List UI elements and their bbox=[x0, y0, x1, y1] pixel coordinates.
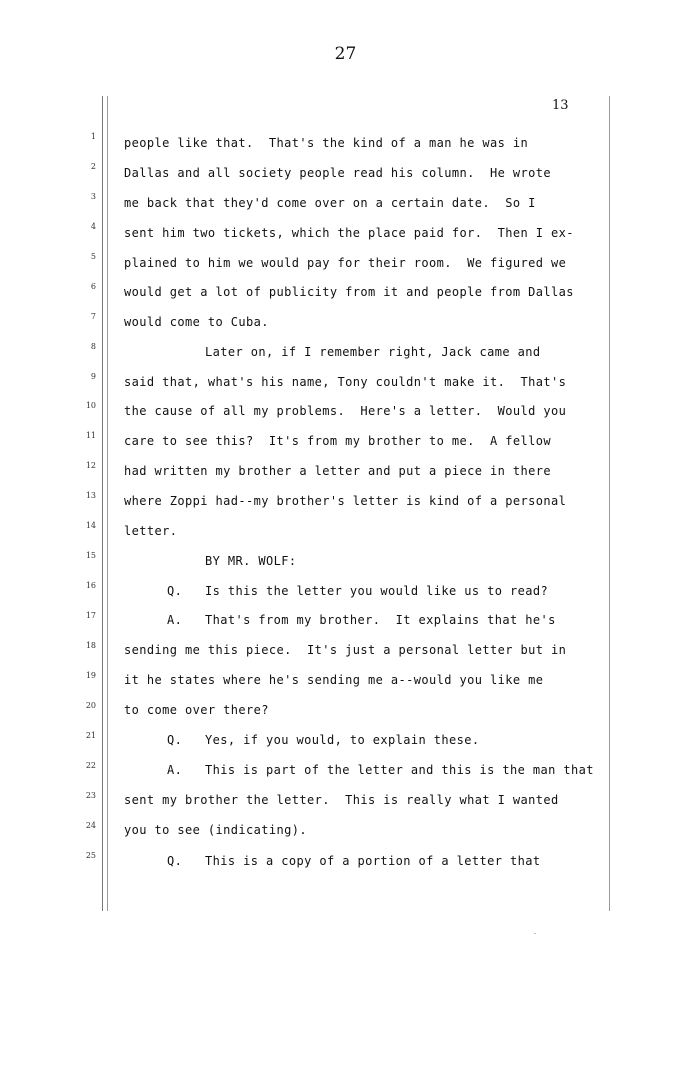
question-line bbox=[167, 733, 480, 747]
line-number: 8 bbox=[90, 342, 96, 351]
line-number: 20 bbox=[85, 701, 96, 710]
line-number: 2 bbox=[90, 162, 96, 171]
line-number: 17 bbox=[85, 611, 96, 620]
transcript-line: Later on, if I remember right, Jack came and bbox=[205, 345, 541, 359]
line-number: 3 bbox=[90, 192, 96, 201]
line-number: 6 bbox=[90, 282, 96, 291]
line-number: 16 bbox=[85, 581, 96, 590]
answer-line bbox=[167, 613, 556, 627]
left-margin-rule bbox=[102, 96, 108, 911]
transcript-line: said that, what's his name, Tony couldn't make it. That's bbox=[124, 375, 567, 389]
transcript-line: where Zoppi had--my brother's letter is kind of a personal bbox=[124, 494, 567, 508]
page-number: 27 bbox=[334, 44, 357, 64]
line-number: 10 bbox=[85, 401, 96, 410]
question-marker: Q. bbox=[167, 584, 183, 598]
question-line bbox=[167, 854, 540, 868]
transcript-line: to come over there? bbox=[124, 703, 269, 717]
right-margin-rule bbox=[609, 96, 610, 911]
transcript-line: letter. bbox=[124, 524, 178, 538]
line-number: 11 bbox=[85, 431, 96, 440]
line-number: 23 bbox=[85, 791, 96, 800]
question-text: Yes, if you would, to explain these. bbox=[205, 733, 480, 747]
question-line bbox=[167, 584, 548, 598]
transcript-line: me back that they'd come over on a certain date. So I bbox=[124, 196, 536, 210]
line-number: 22 bbox=[85, 761, 96, 770]
line-number: 1 bbox=[90, 132, 96, 141]
answer-marker: A. bbox=[167, 613, 183, 627]
answer-text: That's from my brother. It explains that he's bbox=[205, 613, 556, 627]
line-number: 5 bbox=[90, 252, 96, 261]
question-marker: Q. bbox=[167, 854, 183, 868]
question-text: Is this the letter you would like us to read? bbox=[205, 584, 549, 598]
transcript-line: the cause of all my problems. Here's a letter. Would you bbox=[124, 404, 567, 418]
answer-line bbox=[167, 763, 594, 777]
question-marker: Q. bbox=[167, 733, 183, 747]
transcript-line: had written my brother a letter and put a piece in there bbox=[124, 464, 551, 478]
line-number: 9 bbox=[90, 372, 96, 381]
line-number: 19 bbox=[85, 671, 96, 680]
transcript-line: plained to him we would pay for their room. We figured we bbox=[124, 256, 567, 270]
scan-speck bbox=[534, 933, 536, 934]
line-number: 24 bbox=[85, 821, 96, 830]
transcript-line: sent him two tickets, which the place paid for. Then I ex- bbox=[124, 226, 574, 240]
line-number: 15 bbox=[85, 551, 96, 560]
line-number: 13 bbox=[85, 491, 96, 500]
line-number: 21 bbox=[85, 731, 96, 740]
line-number: 12 bbox=[85, 461, 96, 470]
transcript-line: people like that. That's the kind of a man he was in bbox=[124, 136, 529, 150]
answer-text: This is part of the letter and this is the man that bbox=[205, 763, 594, 777]
line-number: 25 bbox=[85, 851, 96, 860]
examiner-heading: BY MR. WOLF: bbox=[205, 554, 297, 568]
transcript-line: would come to Cuba. bbox=[124, 315, 269, 329]
transcript-line: it he states where he's sending me a--would you like me bbox=[124, 673, 544, 687]
transcript-line: you to see (indicating). bbox=[124, 823, 307, 837]
line-number: 7 bbox=[90, 312, 96, 321]
question-text: This is a copy of a portion of a letter that bbox=[205, 854, 541, 868]
line-number: 18 bbox=[85, 641, 96, 650]
transcript-line: care to see this? It's from my brother to me. A fellow bbox=[124, 434, 551, 448]
transcript-line: sent my brother the letter. This is really what I wanted bbox=[124, 793, 559, 807]
transcript-line: sending me this piece. It's just a personal letter but in bbox=[124, 643, 567, 657]
sheet-number: 13 bbox=[552, 98, 569, 113]
transcript-line: would get a lot of publicity from it and people from Dallas bbox=[124, 285, 574, 299]
answer-marker: A. bbox=[167, 763, 183, 777]
line-number: 4 bbox=[90, 222, 96, 231]
transcript-line: Dallas and all society people read his column. He wrote bbox=[124, 166, 551, 180]
line-number: 14 bbox=[85, 521, 96, 530]
